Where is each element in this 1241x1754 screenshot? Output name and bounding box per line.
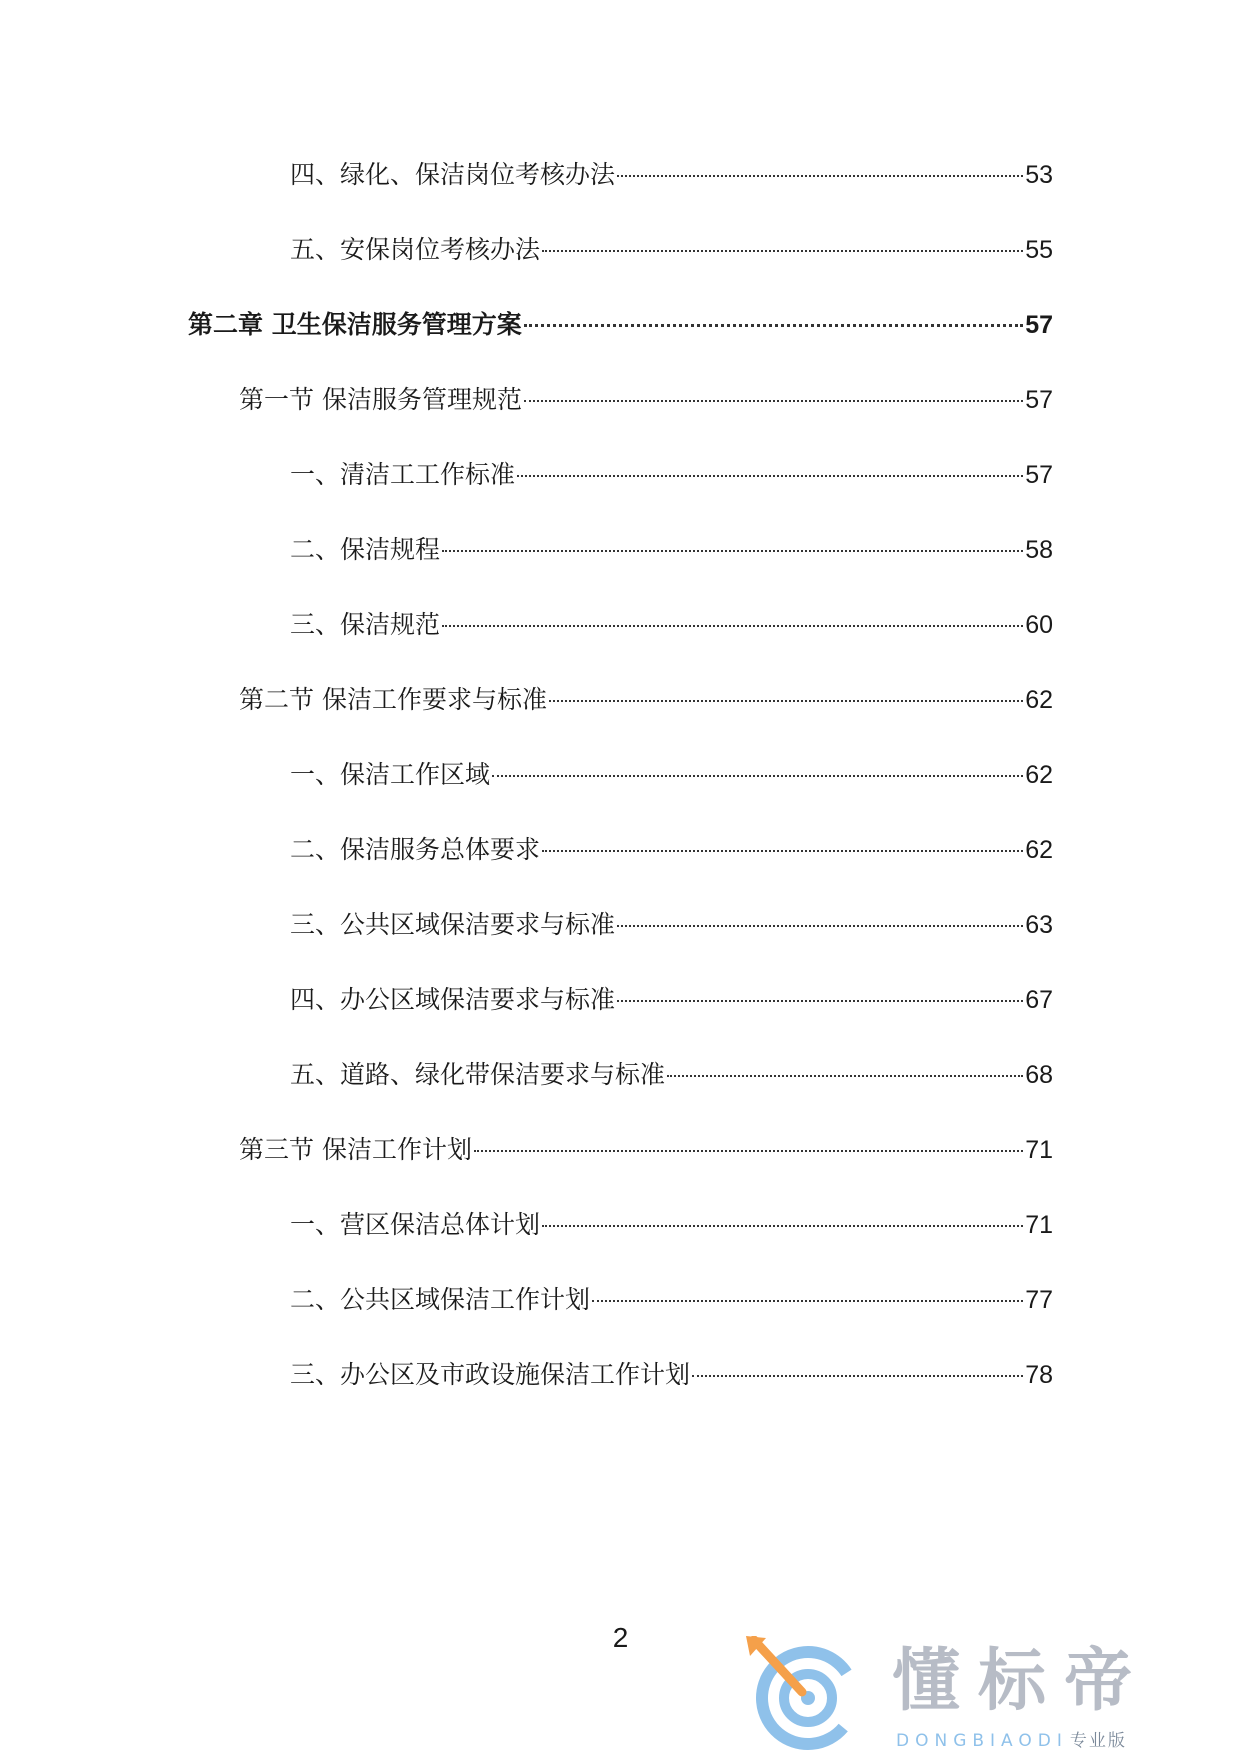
toc-leader-dots [667, 1075, 1023, 1077]
toc-entry-title: 一、清洁工工作标准 [290, 460, 516, 489]
toc-leader-dots [617, 175, 1023, 177]
toc-section-entry[interactable] [239, 380, 1053, 420]
toc-chapter-entry[interactable] [188, 305, 1053, 345]
toc-leader-dots [524, 324, 1023, 327]
watermark-subtitle [896, 1726, 1127, 1751]
toc-entry-title: 五、道路、绿化带保洁要求与标准 [290, 1060, 666, 1089]
toc-leader-dots [592, 1300, 1023, 1302]
toc-entry[interactable] [290, 830, 1053, 870]
toc-entry-page: 68 [1025, 1061, 1053, 1089]
toc-entry-page: 62 [1025, 836, 1053, 864]
toc-entry[interactable] [290, 1355, 1053, 1395]
toc-entry-title: 第二章 卫生保洁服务管理方案 [188, 310, 522, 339]
toc-entry-page: 78 [1025, 1361, 1053, 1389]
toc-entry[interactable] [290, 1055, 1053, 1095]
toc-entry[interactable] [290, 905, 1053, 945]
toc-leader-dots [442, 625, 1023, 627]
toc-entry-title: 第三节 保洁工作计划 [239, 1135, 472, 1164]
toc-leader-dots [692, 1375, 1023, 1377]
toc-entry-title: 二、保洁服务总体要求 [290, 835, 541, 864]
toc-entry-page: 58 [1025, 536, 1053, 564]
toc-entry[interactable] [290, 1205, 1053, 1245]
toc-entry[interactable] [290, 1280, 1053, 1320]
toc-entry-page: 71 [1025, 1136, 1053, 1164]
toc-entry-page: 60 [1025, 611, 1053, 639]
watermark-brand: 懂标帝 [892, 1642, 1151, 1721]
toc-entry-page: 57 [1025, 386, 1053, 414]
toc-entry-page: 71 [1025, 1211, 1053, 1239]
page-number: 2 [612, 1622, 629, 1653]
toc-entry-page: 63 [1025, 911, 1053, 939]
toc-leader-dots [517, 475, 1023, 477]
toc-leader-dots [549, 700, 1023, 702]
toc-section-entry[interactable] [239, 680, 1053, 720]
toc-entry[interactable] [290, 155, 1053, 195]
toc-entry-title: 一、营区保洁总体计划 [290, 1210, 541, 1239]
toc-section-entry[interactable] [239, 1130, 1053, 1170]
toc-leader-dots [492, 775, 1023, 777]
toc-entry-title: 二、公共区域保洁工作计划 [290, 1285, 591, 1314]
toc-entry-page: 55 [1025, 236, 1053, 264]
toc-entry-page: 62 [1025, 686, 1053, 714]
toc-leader-dots [474, 1150, 1023, 1152]
toc-entry[interactable] [290, 755, 1053, 795]
toc-entry-page: 57 [1025, 461, 1053, 489]
toc-entry-title: 第一节 保洁服务管理规范 [239, 385, 522, 414]
watermark [742, 1636, 1222, 1752]
toc-entry-page: 77 [1025, 1286, 1053, 1314]
toc-leader-dots [542, 1225, 1023, 1227]
toc-entry-title: 三、公共区域保洁要求与标准 [290, 910, 616, 939]
toc-entry-title: 第二节 保洁工作要求与标准 [239, 685, 547, 714]
toc-entry[interactable] [290, 605, 1053, 645]
toc-leader-dots [617, 925, 1023, 927]
toc-entry-page: 62 [1025, 761, 1053, 789]
toc-entry-page: 57 [1025, 311, 1053, 339]
toc-entry-title: 三、办公区及市政设施保洁工作计划 [290, 1360, 691, 1389]
toc-entry-page: 53 [1025, 161, 1053, 189]
toc-entry[interactable] [290, 455, 1053, 495]
toc-entry-page: 67 [1025, 986, 1053, 1014]
toc-entry[interactable] [290, 530, 1053, 570]
watermark-subtitle-text: DONGBIAODI [896, 1731, 1068, 1751]
toc-entry-title: 四、办公区域保洁要求与标准 [290, 985, 616, 1014]
watermark-tag: 专业版 [1069, 1731, 1127, 1751]
toc-entry-title: 一、保洁工作区域 [290, 760, 491, 789]
toc-entry-title: 三、保洁规范 [290, 610, 441, 639]
toc-entry-title: 五、安保岗位考核办法 [290, 235, 541, 264]
toc-leader-dots [542, 850, 1023, 852]
toc-entry-title: 二、保洁规程 [290, 535, 441, 564]
toc-entry[interactable] [290, 980, 1053, 1020]
toc-entry-title: 四、绿化、保洁岗位考核办法 [290, 160, 616, 189]
toc-leader-dots [442, 550, 1023, 552]
toc-entry[interactable] [290, 230, 1053, 270]
toc-leader-dots [524, 400, 1023, 402]
target-logo-icon [742, 1636, 870, 1752]
toc-leader-dots [617, 1000, 1023, 1002]
toc-leader-dots [542, 250, 1023, 252]
